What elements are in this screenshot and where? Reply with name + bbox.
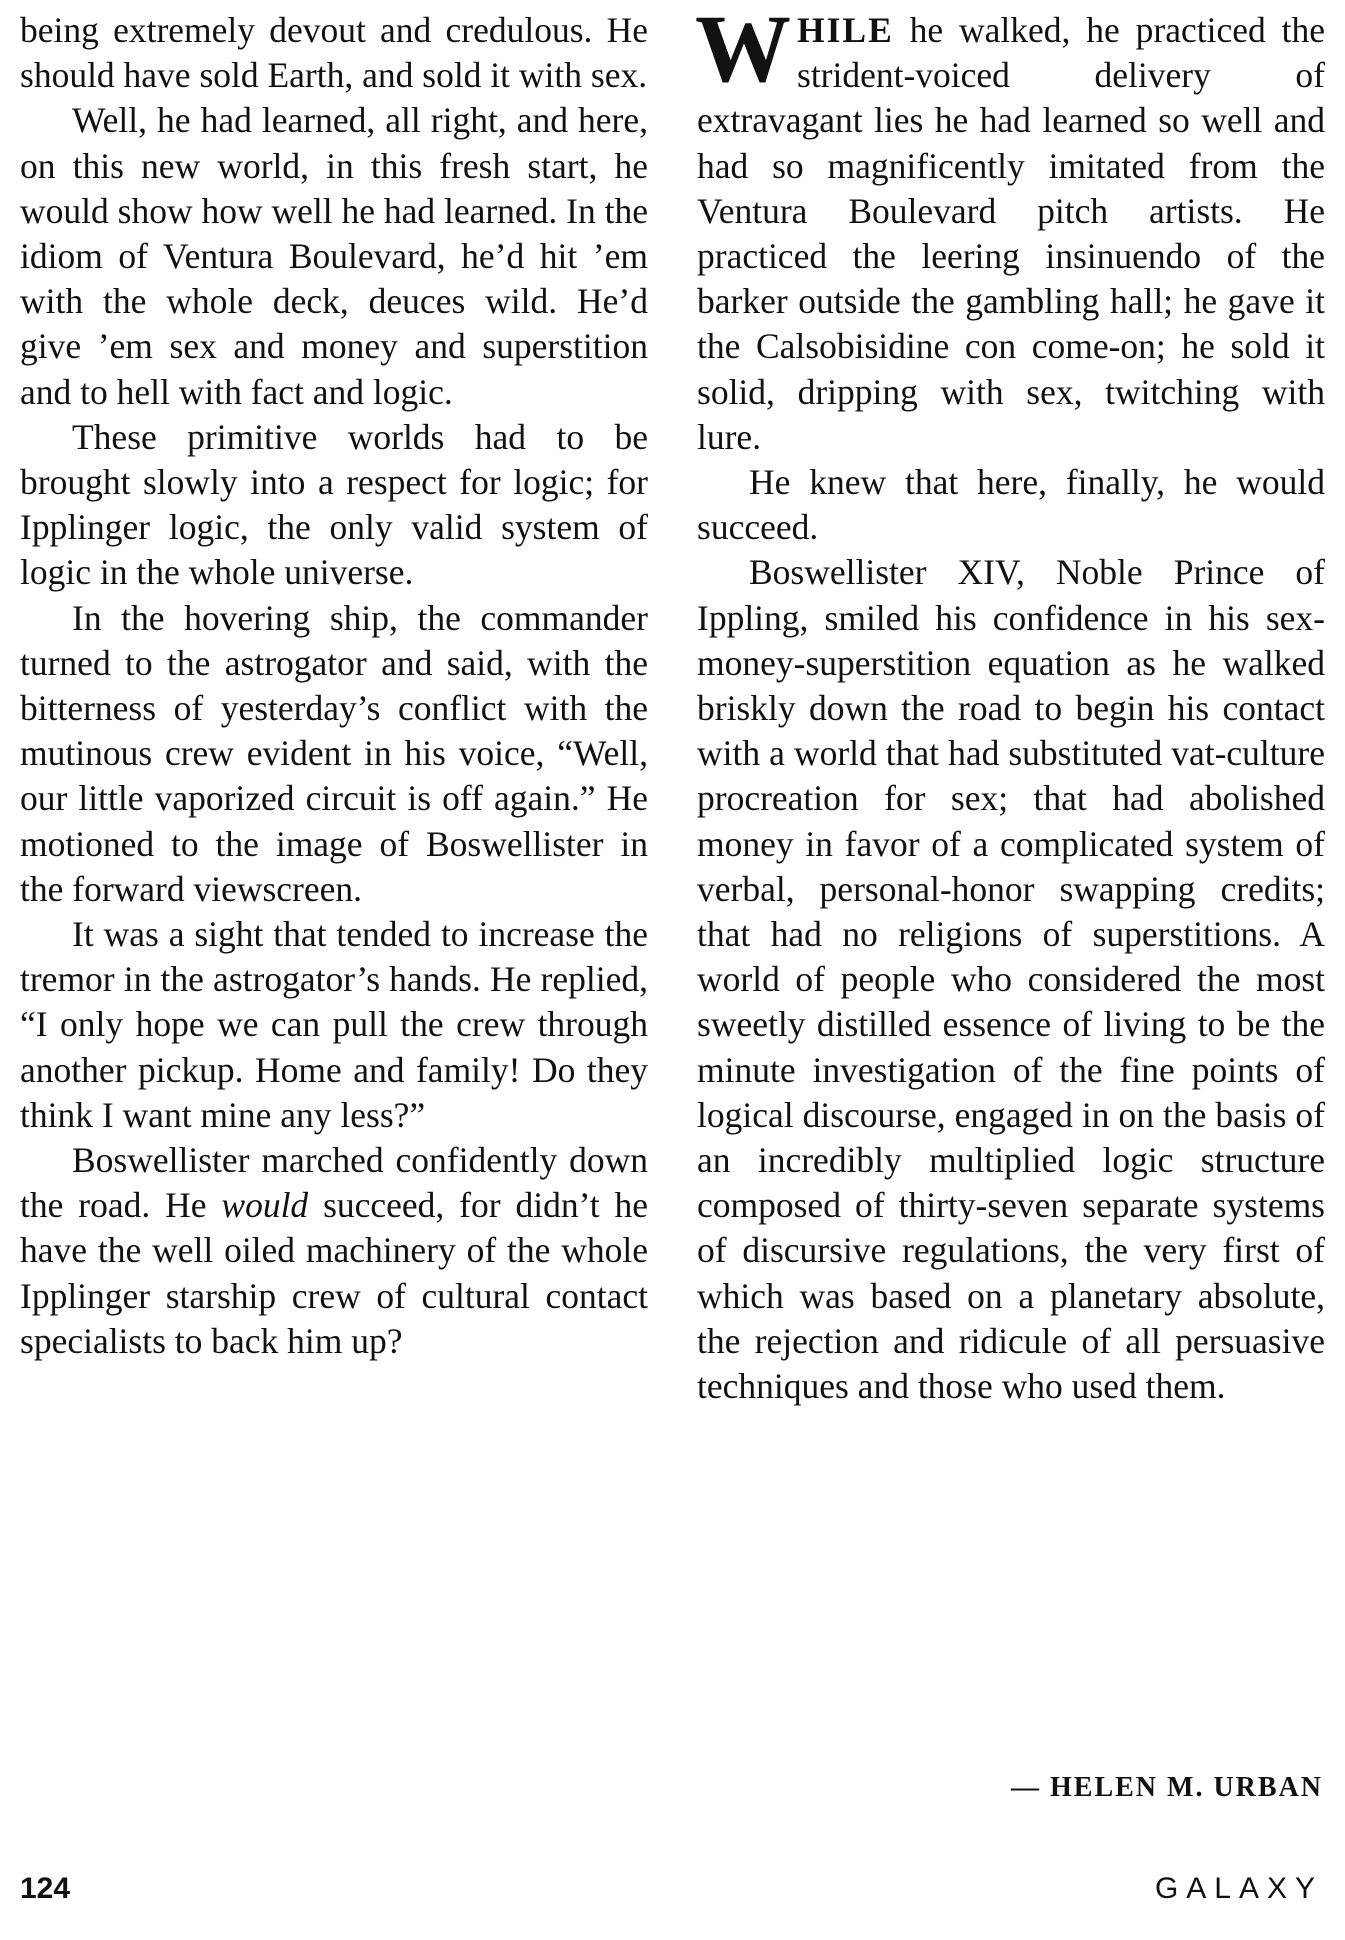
paragraph: In the hovering ship, the commander turned to the astrogator and said, with the bitterness of yesterday’s conflict with the mutinous crew evident in his voice, “Well, our little vaporized circuit is off again.” He motioned to the image of Boswellister in the forward viewscreen. bbox=[20, 597, 648, 909]
paragraph: He knew that here, finally, he would succeed. bbox=[697, 462, 1325, 548]
left-column bbox=[20, 8, 648, 1364]
paragraph: Well, he had learned, all right, and here, on this new world, in this fresh start, he would show how well he had learned. In the idiom of Ventura Boulevard, he’d hit ’em with the whole deck, deuces wild. He’d give ’em sex and money and superstition and to hell with fact and logic. bbox=[20, 100, 648, 412]
lead-in-smallcaps: HILE bbox=[797, 10, 894, 50]
paragraph-text: succeed, for didn’t he have the well oiled machinery of the whole Ipplinger starship crew of cultural contact specialists to back him up? bbox=[20, 1185, 649, 1361]
page-number: 124 bbox=[20, 1872, 71, 1905]
paragraph: It was a sight that tended to increase the tremor in the astrogator’s hands. He replied, “I only hope we can pull the crew through another pickup. Home and family! Do they think I want mine any less?” bbox=[20, 914, 648, 1135]
paragraph bbox=[20, 1138, 648, 1364]
drop-cap: W bbox=[695, 0, 789, 102]
paragraph: being extremely devout and credulous. He should have sold Earth, and sold it with sex. bbox=[20, 10, 648, 96]
paragraph-text: he walked, he practiced the strident-voiced delivery of extravagant lies he had learned so well and had so magnificently imitated from the Ventura Boulevard pitch artists. He practiced the leering insinuendo of the barker outside the gambling hall; he gave it the Calsobisidine con come-on; he sold it solid, dripping with sex, twitching with lure. bbox=[697, 10, 1325, 457]
section-opening-paragraph bbox=[695, 0, 1325, 460]
paragraph: These primitive worlds had to be brought slowly into a respect for logic; for Ipplinger logic, the only valid system of logic in the whole universe. bbox=[20, 416, 648, 593]
emphasis-text: would bbox=[221, 1185, 309, 1226]
right-column bbox=[695, 0, 1325, 1409]
paragraph: Boswellister XIV, Noble Prince of Ippling, smiled his confidence in his sex-money-superstition equation as he walked briskly down the road to begin his contact with a world that had substituted vat-culture procreation for sex; that had abolished money in favor of a complicated system of verbal, personal-honor swapping credits; that had no religions of superstitions. A world of people who considered the most sweetly distilled essence of living to be the minute investigation of the fine points of logical discourse, engaged in on the basis of an incredibly multiplied logic structure composed of thirty-seven separate systems of discursive regulations, the very first of which was based on a planetary absolute, the rejection and ridicule of all persuasive techniques and those who used them. bbox=[697, 552, 1325, 1407]
author-byline: — HELEN M. URBAN bbox=[1010, 1772, 1323, 1803]
paragraph-text: Boswellister marched confidently down the road. He bbox=[20, 1140, 648, 1226]
magazine-name: GALAXY bbox=[1154, 1872, 1323, 1905]
